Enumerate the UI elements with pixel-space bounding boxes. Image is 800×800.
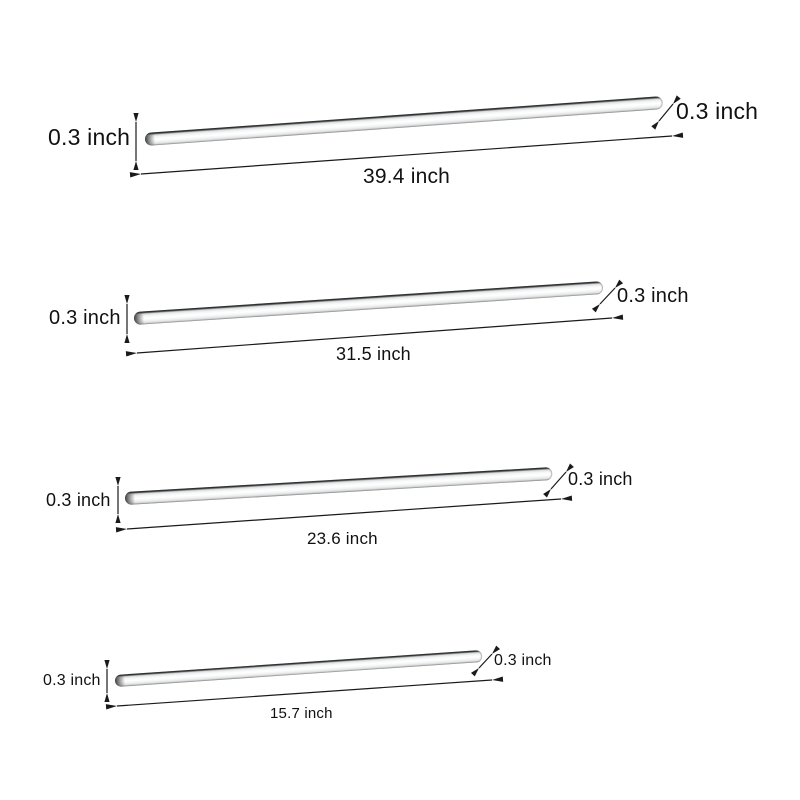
thickness-label: 0.3 inch [48, 124, 131, 150]
length-label: 39.4 inch [363, 165, 451, 188]
diameter-label: 0.3 inch [676, 98, 759, 124]
thickness-label: 0.3 inch [43, 672, 101, 689]
length-label: 23.6 inch [307, 529, 378, 548]
length-label: 31.5 inch [336, 344, 411, 364]
diameter-arrow-icon [479, 654, 492, 668]
diameter-arrow-icon [600, 288, 615, 304]
thickness-label: 0.3 inch [46, 490, 111, 510]
diameter-arrow-icon [551, 472, 566, 489]
diameter-label: 0.3 inch [568, 469, 633, 489]
diameter-arrow-icon [659, 104, 673, 121]
thickness-label: 0.3 inch [49, 307, 121, 329]
length-dimension-line [117, 680, 492, 706]
length-label: 15.7 inch [270, 705, 333, 722]
diameter-label: 0.3 inch [494, 652, 552, 669]
diameter-label: 0.3 inch [617, 285, 689, 307]
length-dimension-line [127, 499, 561, 529]
